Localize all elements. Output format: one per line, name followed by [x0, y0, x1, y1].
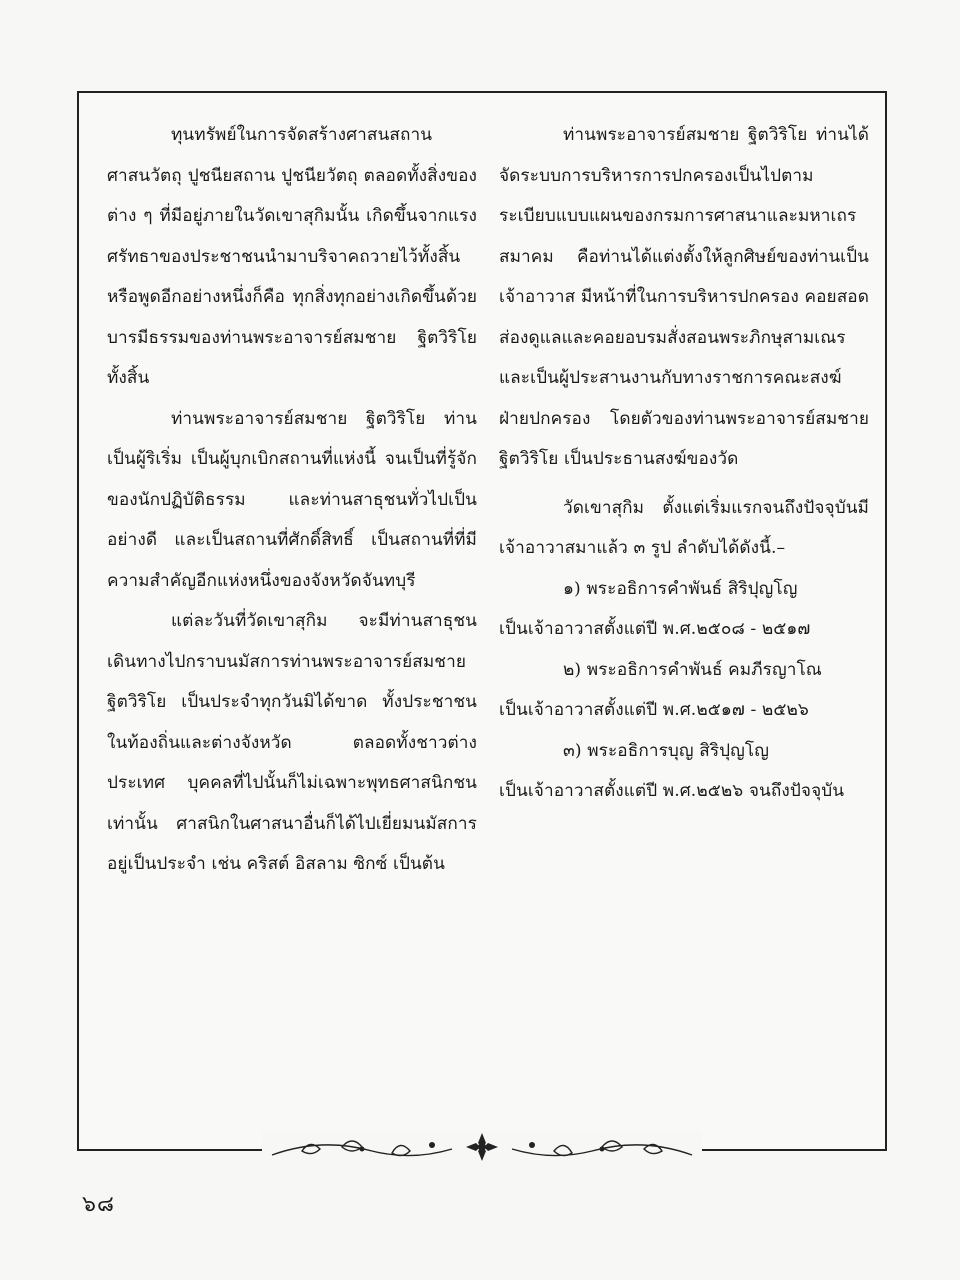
- right-column: [499, 115, 869, 812]
- abbot-name: ๒) พระอธิการคำพันธ์ คมภีรญาโณ: [563, 659, 822, 680]
- left-column: [107, 115, 477, 885]
- abbot-list: [499, 569, 869, 812]
- paragraph: ท่านพระอาจารย์สมชาย ฐิตวิริโย ท่านเป็นผู้ริเริ่ม เป็นผู้บุกเบิกสถานที่แห่งนี้ จนเป็นที่รู้จักของนักปฏิบัติธรรม และท่านสาธุชนทั่วไปเป็นอย่างดี และเป็นสถานที่ศักดิ์สิทธิ์ เป็นสถานที่ที่มีความสำคัญอีกแห่งหนึ่งของจังหวัดจันทบุรี: [107, 408, 477, 591]
- abbot-name: ๑) พระอธิการคำพันธ์ สิริปุญโญ: [563, 578, 798, 599]
- page-number: ๖๘: [82, 1192, 115, 1217]
- abbot-term: เป็นเจ้าอาวาสตั้งแต่ปี พ.ศ.๒๕๒๖ จนถึงปัจจุบัน: [499, 781, 845, 801]
- paragraph: วัดเขาสุกิม ตั้งแต่เริ่มแรกจนถึงปัจจุบันมีเจ้าอาวาสมาแล้ว ๓ รูป ลำดับได้ดังนี้.–: [499, 497, 869, 558]
- abbot-name: ๓) พระอธิการบุญ สิริปุญโญ: [563, 740, 769, 761]
- abbot-term: เป็นเจ้าอาวาสตั้งแต่ปี พ.ศ.๒๕๐๘ - ๒๕๑๗: [499, 619, 811, 639]
- paragraph: แต่ละวันที่วัดเขาสุกิม จะมีท่านสาธุชนเดินทางไปกราบนมัสการท่านพระอาจารย์สมชาย ฐิตวิริโย เป็นประจำทุกวันมิได้ขาด ทั้งประชาชนในท้องถิ่นและต่างจังหวัด ตลอดทั้งชาวต่างประเทศ บุคคลที่ไปนั้นก็ไม่เฉพาะพุทธศาสนิกชนเท่านั้น ศาสนิกในศาสนาอื่นก็ได้ไปเยี่ยมนมัสการอยู่เป็นประจำ เช่น คริสต์ อิสลาม ซิกซ์ เป็นต้น: [107, 611, 477, 874]
- paragraph: ทุนทรัพย์ในการจัดสร้างศาสนสถาน ศาสนวัตถุ ปูชนียสถาน ปูชนียวัตถุ ตลอดทั้งสิ่งของต่าง ๆ ที่มีอยู่ภายในวัดเขาสุกิมนั้น เกิดขึ้นจากแรงศรัทธาของประชาชนนำมาบริจาคถวายไว้ทั้งสิ้น หรือพูดอีกอย่างหนึ่งก็คือ ทุกสิ่งทุกอย่างเกิดขึ้นด้วยบารมีธรรมของท่านพระอาจารย์สมชาย ฐิตวิริโย ทั้งสิ้น: [107, 125, 477, 388]
- page-frame: [77, 91, 887, 1151]
- paragraph: ท่านพระอาจารย์สมชาย ฐิตวิริโย ท่านได้จัดระบบการบริหารการปกครองเป็นไปตามระเบียบแบบแผนของกรมการศาสนาและมหาเถรสมาคม คือท่านได้แต่งตั้งให้ลูกศิษย์ของท่านเป็นเจ้าอาวาส มีหน้าที่ในการบริหารปกครอง คอยสอดส่องดูแลและคอยอบรมสั่งสอนพระภิกษุสามเณรและเป็นผู้ประสานงานกับทางราชการคณะสงฆ์ฝ่ายปกครอง โดยตัวของท่านพระอาจารย์สมชาย ฐิตวิริโย เป็นประธานสงฆ์ของวัด: [499, 125, 869, 469]
- floral-ornament-icon: [262, 1131, 702, 1165]
- abbot-term: เป็นเจ้าอาวาสตั้งแต่ปี พ.ศ.๒๕๑๗ - ๒๕๒๖: [499, 700, 809, 720]
